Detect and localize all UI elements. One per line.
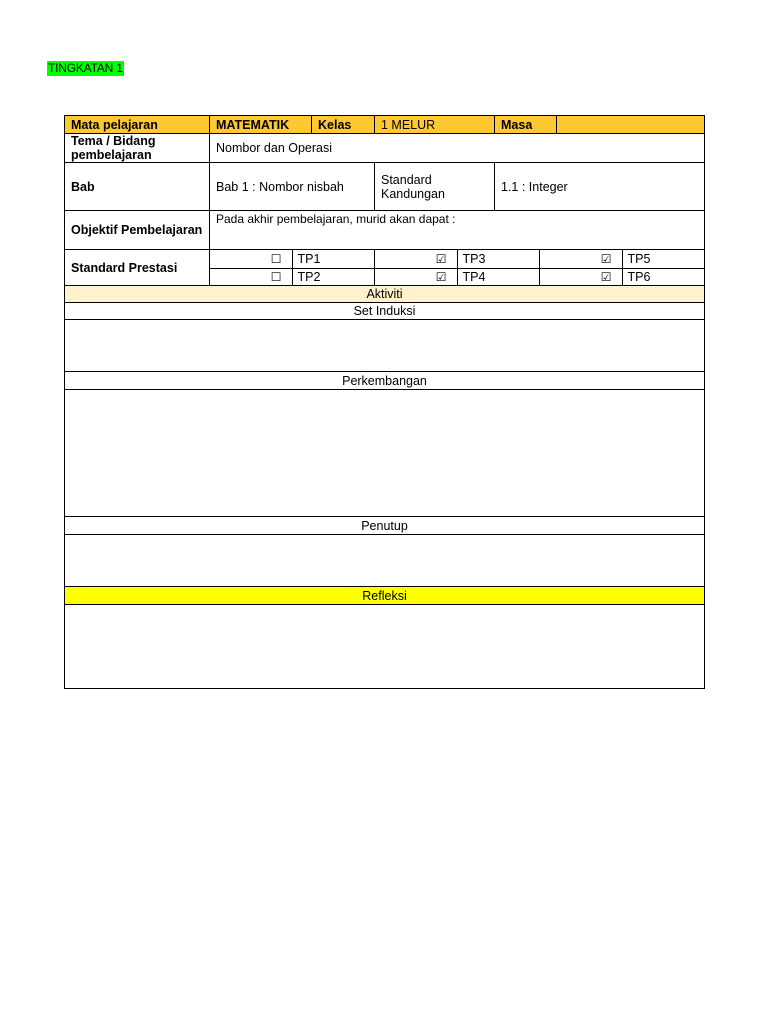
grade-label: TINGKATAN 1 bbox=[48, 61, 123, 75]
development-body[interactable] bbox=[65, 390, 705, 517]
standard-content-value: 1.1 : Integer bbox=[495, 163, 705, 211]
chapter-value: Bab 1 : Nombor nisbah bbox=[210, 163, 375, 211]
closing-header: Penutup bbox=[65, 517, 705, 535]
class-label: Kelas bbox=[312, 116, 375, 134]
performance-row bbox=[65, 250, 705, 286]
closing-header-row bbox=[65, 517, 705, 535]
tp3-label: TP3 bbox=[457, 250, 539, 268]
reflection-body-row bbox=[65, 605, 705, 689]
induction-body[interactable] bbox=[65, 320, 705, 372]
theme-value: Nombor dan Operasi bbox=[210, 134, 705, 163]
reflection-header: Refleksi bbox=[65, 587, 705, 605]
performance-label: Standard Prestasi bbox=[65, 250, 210, 286]
activity-header: Aktiviti bbox=[65, 286, 705, 303]
closing-body-row bbox=[65, 535, 705, 587]
theme-label: Tema / Bidang pembelajaran bbox=[65, 134, 210, 163]
tp4-label: TP4 bbox=[457, 268, 539, 285]
closing-body[interactable] bbox=[65, 535, 705, 587]
tp1-label: TP1 bbox=[292, 250, 374, 268]
subject-row bbox=[65, 116, 705, 134]
chapter-row bbox=[65, 163, 705, 211]
objective-label: Objektif Pembelajaran bbox=[65, 211, 210, 250]
tp6-checkbox[interactable]: ☑ bbox=[539, 268, 622, 285]
tp2-checkbox[interactable]: ☐ bbox=[210, 268, 292, 285]
induction-header-row bbox=[65, 303, 705, 320]
tp5-label: TP5 bbox=[622, 250, 704, 268]
induction-header: Set Induksi bbox=[65, 303, 705, 320]
theme-row bbox=[65, 134, 705, 163]
performance-grid bbox=[210, 250, 705, 286]
development-header: Perkembangan bbox=[65, 372, 705, 390]
class-value: 1 MELUR bbox=[375, 116, 495, 134]
tp6-label: TP6 bbox=[627, 269, 651, 284]
activity-header-row bbox=[65, 286, 705, 303]
time-label: Masa bbox=[495, 116, 557, 134]
tp5-checkbox[interactable]: ☑ bbox=[539, 250, 622, 268]
tp4-checkbox[interactable]: ☑ bbox=[374, 268, 457, 285]
subject-label: Mata pelajaran bbox=[65, 116, 210, 134]
standard-content-label: Standard Kandungan bbox=[375, 163, 495, 211]
objective-row bbox=[65, 211, 705, 250]
development-body-row bbox=[65, 390, 705, 517]
lesson-plan-table bbox=[64, 115, 704, 688]
development-header-row bbox=[65, 372, 705, 390]
induction-body-row bbox=[65, 320, 705, 372]
tp2-label: TP2 bbox=[292, 268, 374, 285]
subject-value: MATEMATIK bbox=[210, 116, 312, 134]
tp1-checkbox[interactable]: ☐ bbox=[210, 250, 292, 268]
reflection-header-row bbox=[65, 587, 705, 605]
reflection-body[interactable] bbox=[65, 605, 705, 689]
objective-value: Pada akhir pembelajaran, murid akan dapat : bbox=[210, 211, 705, 250]
time-value bbox=[557, 116, 705, 134]
chapter-label: Bab bbox=[65, 163, 210, 211]
tp3-checkbox[interactable]: ☑ bbox=[374, 250, 457, 268]
